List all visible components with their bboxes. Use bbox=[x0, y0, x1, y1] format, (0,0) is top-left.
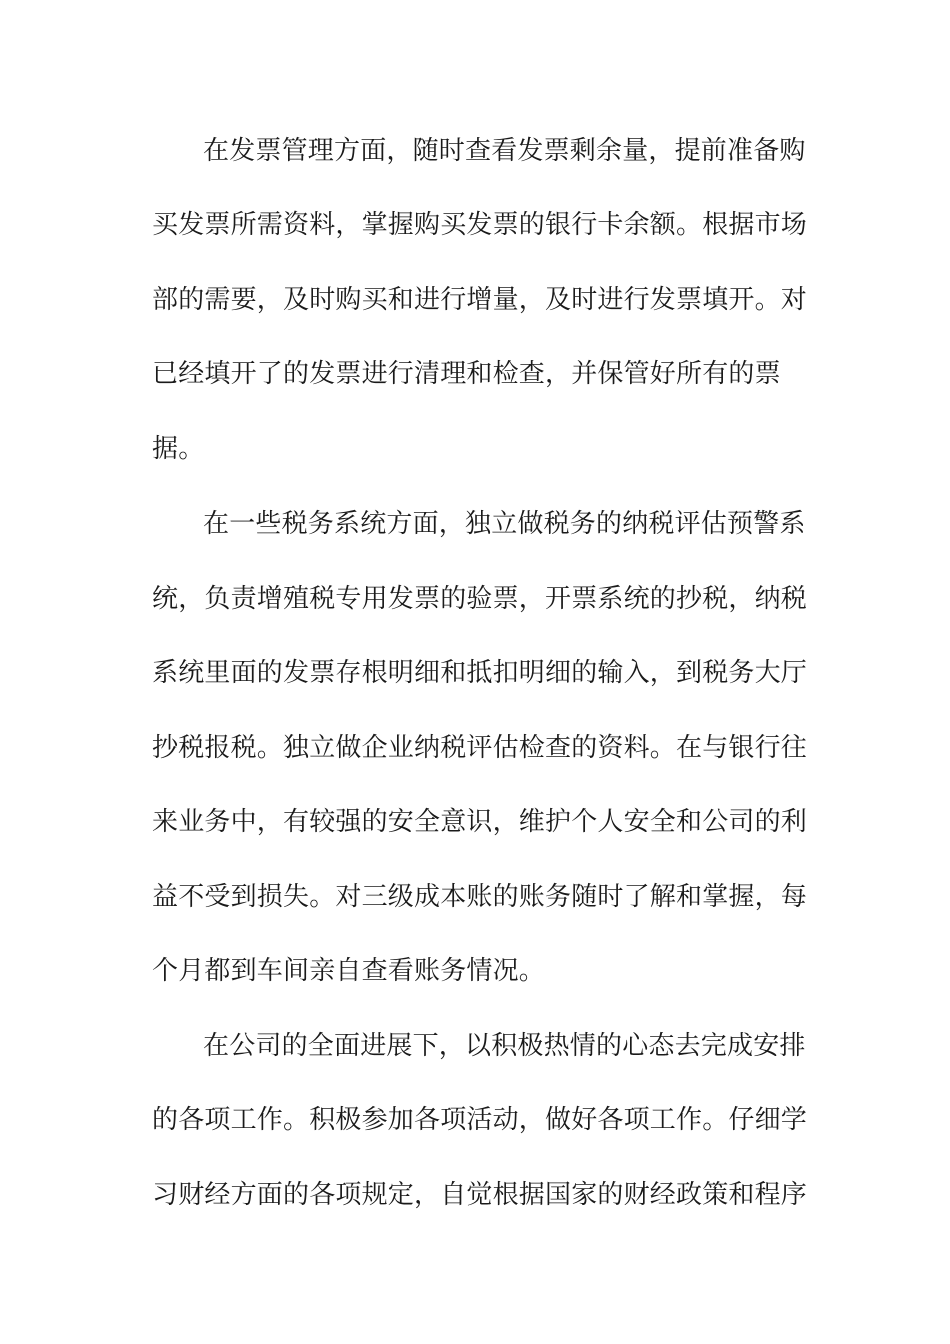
paragraph-2-line-4: 抄税报税。独立做企业纳税评估检查的资料。在与银行往 bbox=[152, 733, 808, 763]
paragraph-3-line-1: 在公司的全面进展下，以积极热情的心态去完成安排 bbox=[203, 1031, 806, 1061]
paragraph-2-line-6: 益不受到损失。对三级成本账的账务随时了解和掌握，每 bbox=[152, 882, 808, 912]
paragraph-2-line-7: 个月都到车间亲自查看账务情况。 bbox=[152, 956, 546, 986]
paragraph-2-line-1: 在一些税务系统方面，独立做税务的纳税评估预警系 bbox=[203, 509, 806, 539]
paragraph-1-line-5: 据。 bbox=[152, 434, 205, 464]
paragraph-1-line-2: 买发票所需资料，掌握购买发票的银行卡余额。根据市场 bbox=[152, 210, 808, 240]
paragraph-1-line-1: 在发票管理方面，随时查看发票剩余量，提前准备购 bbox=[203, 136, 806, 166]
paragraph-3-line-2: 的各项工作。积极参加各项活动，做好各项工作。仔细学 bbox=[152, 1105, 808, 1135]
paragraph-2-line-3: 系统里面的发票存根明细和抵扣明细的输入，到税务大厅 bbox=[152, 658, 808, 688]
paragraph-2-line-5: 来业务中，有较强的安全意识，维护个人安全和公司的利 bbox=[152, 807, 808, 837]
paragraph-2-line-2: 统，负责增殖税专用发票的验票，开票系统的抄税，纳税 bbox=[152, 584, 808, 614]
paragraph-3-line-3: 习财经方面的各项规定，自觉根据国家的财经政策和程序 bbox=[152, 1180, 808, 1210]
paragraph-1-line-3: 部的需要，及时购买和进行增量，及时进行发票填开。对 bbox=[152, 285, 808, 315]
paragraph-1-line-4: 已经填开了的发票进行清理和检查，并保管好所有的票 bbox=[152, 359, 781, 389]
